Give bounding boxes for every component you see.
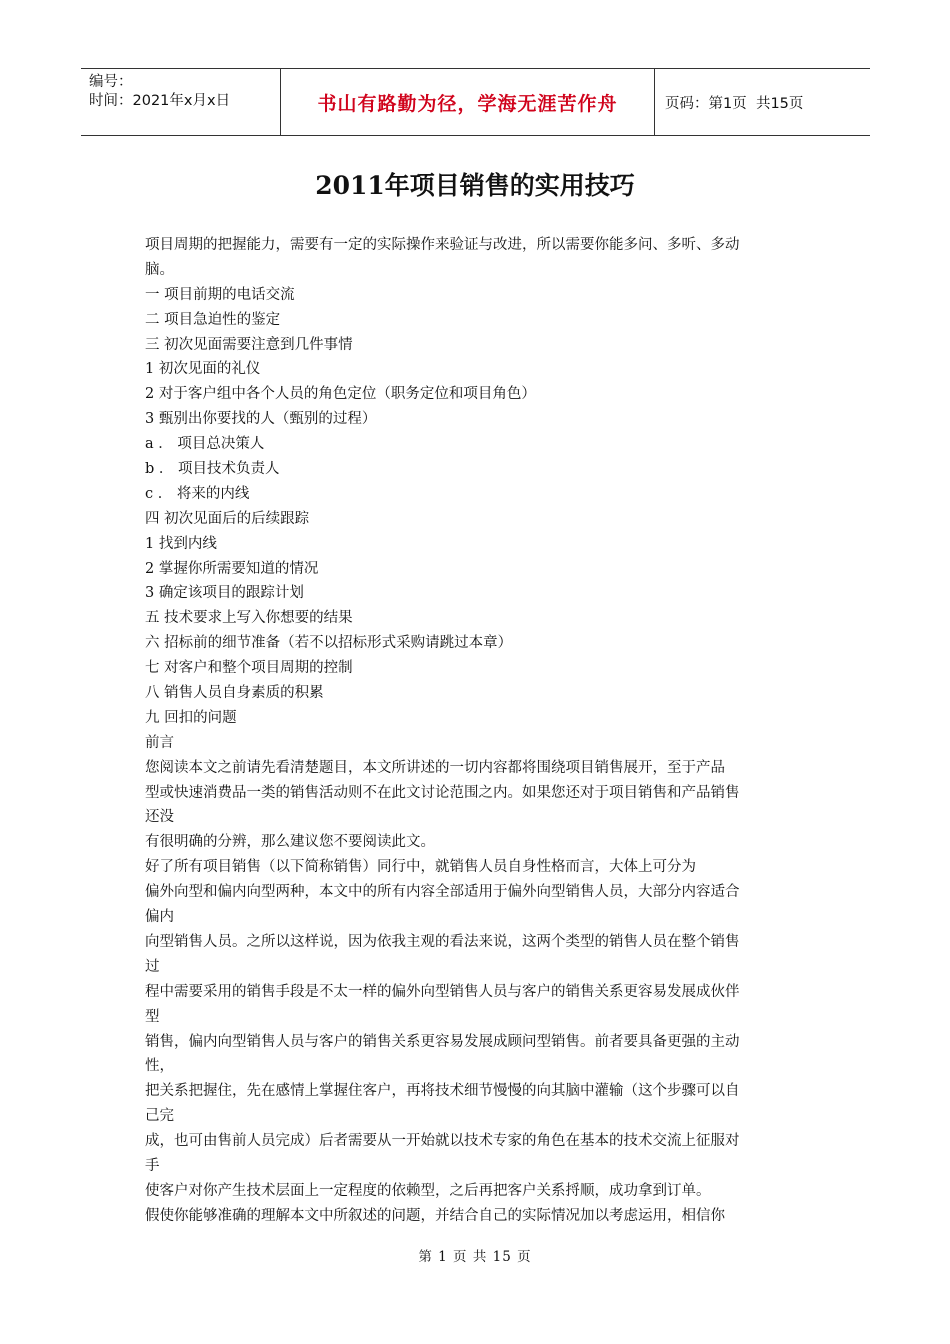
body-line: 还没 xyxy=(145,809,174,826)
header-motto: 书山有路勤为径，学海无涯苦作舟 xyxy=(317,92,618,115)
header-page-cell xyxy=(655,69,870,135)
body-line: 有很明确的分辨，那么建议您不要阅读此文。 xyxy=(145,834,435,851)
body-line: 假使你能够准确的理解本文中所叙述的问题，并结合自己的实际情况加以考虑运用，相信你 xyxy=(145,1207,725,1224)
body-line: 五 技术要求上写入你想要的结果 xyxy=(145,610,353,627)
body-line: 项目周期的把握能力，需要有一定的实际操作来验证与改进，所以需要你能多问、多听、多动 xyxy=(145,237,740,253)
body-line: 六 招标前的细节准备（若不以招标形式采购请跳过本章） xyxy=(145,635,513,652)
body-line: 二 项目急迫性的鉴定 xyxy=(145,311,281,328)
body-line: 四 初次见面后的后续跟踪 xyxy=(145,510,310,527)
body-line: 您阅读本文之前请先看清楚题目，本文所讲述的一切内容都将围绕项目销售展开，至于产品 xyxy=(145,759,725,776)
body-line: 性， xyxy=(145,1058,174,1075)
body-line: 型或快速消费品一类的销售活动则不在此文讨论范围之内。如果您还对于项目销售和产品销售 xyxy=(145,784,740,801)
body-line: 八 销售人员自身素质的积累 xyxy=(145,685,324,702)
header-page-info: 页码：第1页 共15页 xyxy=(665,95,804,112)
body-line: 前言 xyxy=(145,734,174,751)
body-line: a ． 项目总决策人 xyxy=(145,436,265,453)
body-line: 九 回扣的问题 xyxy=(145,709,237,726)
body-line: 己完 xyxy=(145,1108,174,1125)
body-line: 程中需要采用的销售手段是不太一样的偏外向型销售人员与客户的销售关系更容易发展成伙伴 xyxy=(145,983,740,1000)
body-line: 1 初次见面的礼仪 xyxy=(145,361,261,378)
body-line: 过 xyxy=(145,958,160,975)
body-line: 1 找到内线 xyxy=(145,535,217,552)
body-line: 成，也可由售前人员完成）后者需要从一开始就以技术专家的角色在基本的技术交流上征服对 xyxy=(145,1133,740,1150)
body-line: 脑。 xyxy=(145,261,174,278)
body-line: 偏内 xyxy=(145,909,174,926)
body-line: 偏外向型和偏内向型两种，本文中的所有内容全部适用于偏外向型销售人员，大部分内容适合 xyxy=(145,884,740,901)
header-table xyxy=(81,68,870,136)
body-line: 使客户对你产生技术层面上一定程度的依赖型，之后再把客户关系捋顺，成功拿到订单。 xyxy=(145,1182,711,1199)
body-line: c ． 将来的内线 xyxy=(145,485,250,502)
body-line: 三 初次见面需要注意到几件事情 xyxy=(145,336,353,353)
body-line: 2 掌握你所需要知道的情况 xyxy=(145,560,319,577)
header-motto-cell xyxy=(281,69,655,135)
document-body xyxy=(145,233,805,1229)
document-number-label: 编号： xyxy=(89,74,133,90)
body-line: 七 对客户和整个项目周期的控制 xyxy=(145,660,353,677)
body-line: 一 项目前期的电话交流 xyxy=(145,286,295,303)
body-line: 型 xyxy=(145,1008,160,1025)
body-line: 3 确定该项目的跟踪计划 xyxy=(145,585,304,602)
body-line: 手 xyxy=(145,1157,160,1174)
body-line: b ． 项目技术负责人 xyxy=(145,461,280,478)
body-line: 销售，偏内向型销售人员与客户的销售关系更容易发展成顾问型销售。前者要具备更强的主动 xyxy=(145,1033,740,1050)
body-line: 2 对于客户组中各个人员的角色定位（职务定位和项目角色） xyxy=(145,386,536,403)
page-footer: 第 1 页 共 15 页 xyxy=(418,1249,532,1265)
body-line: 好了所有项目销售（以下简称销售）同行中，就销售人员自身性格而言，大体上可分为 xyxy=(145,859,696,876)
body-line: 把关系把握住，先在感情上掌握住客户，再将技术细节慢慢的向其脑中灌输（这个步骤可以自 xyxy=(145,1083,740,1100)
header-meta-cell xyxy=(81,69,281,135)
document-title: 2011年项目销售的实用技巧 xyxy=(315,171,635,200)
body-line: 3 甄别出你要找的人（甄别的过程） xyxy=(145,411,377,428)
body-line: 向型销售人员。之所以这样说，因为依我主观的看法来说，这两个类型的销售人员在整个销售 xyxy=(145,933,740,950)
document-time-label: 时间：2021年x月x日 xyxy=(89,93,231,109)
